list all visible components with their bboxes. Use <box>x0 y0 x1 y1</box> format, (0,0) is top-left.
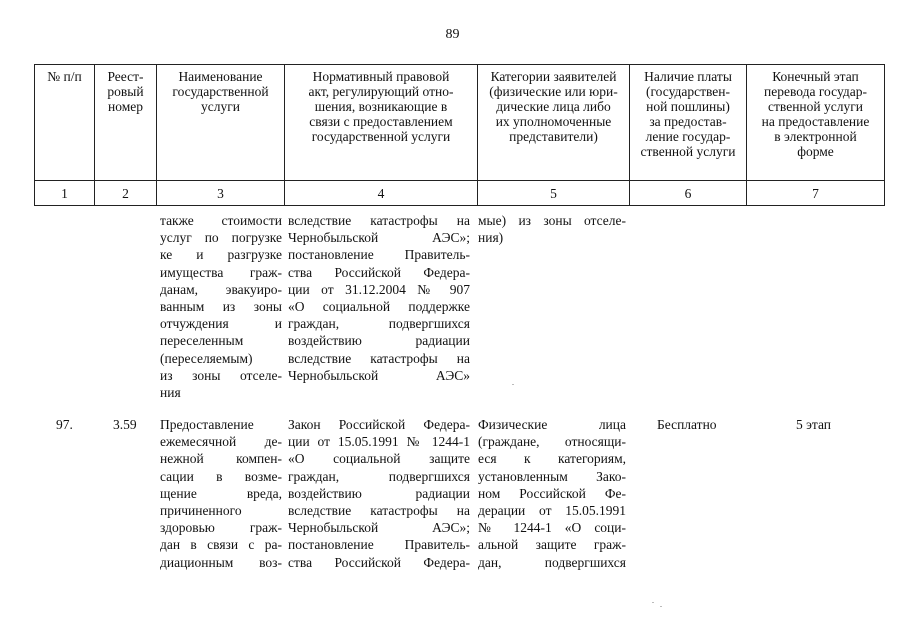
column-number: 7 <box>747 181 885 206</box>
text-line: Чернобыльской АЭС» <box>288 367 470 383</box>
text-line: дан, подвергшихся <box>478 554 626 570</box>
text-line: ции от 31.12.2004 № 907 <box>288 281 470 297</box>
text-line: Физические лица <box>478 417 626 432</box>
text-line: установленным Зако- <box>478 468 626 484</box>
text-line: здоровью граж- <box>160 520 282 536</box>
text-line: воздействию радиации <box>288 333 470 349</box>
page-number: 89 <box>445 27 460 42</box>
text-line: вследствие катастрофы на <box>288 213 470 228</box>
text-line: ежемесячной де- <box>160 434 282 450</box>
column-number: 3 <box>157 181 285 206</box>
continuation-service-name-text <box>160 212 282 401</box>
header-cell-applicant-categories: Категории заявителей (физические или юри- дические лица либо их уполномоченные представители) <box>478 65 630 181</box>
header-cell-number: № п/п <box>35 65 95 181</box>
text-line: мые) из зоны отселе- <box>478 213 626 228</box>
text-line: щение вреда, <box>160 485 282 501</box>
column-number-row <box>35 181 885 206</box>
text-line: постановление Правитель- <box>288 537 470 553</box>
text-line: ванным из зоны <box>160 299 282 315</box>
text-line: Закон Российской Федера- <box>288 417 470 432</box>
text-line: граждан, подвергшихся <box>288 468 470 484</box>
text-line: переселенным <box>160 333 244 349</box>
text-line: имущества граж- <box>160 264 282 280</box>
header-cell-service-name: Наименование государственной услуги <box>157 65 285 181</box>
text-line: граждан, подвергшихся <box>288 316 470 332</box>
column-number: 4 <box>285 181 478 206</box>
header-row <box>35 65 885 181</box>
text-line: сации в возме- <box>160 468 282 484</box>
row-97-service-name-text <box>160 416 282 571</box>
row-97-payment: Бесплатно <box>657 417 717 432</box>
text-line: причиненного <box>160 503 242 519</box>
text-line: данам, эвакуиро- <box>160 281 282 297</box>
text-line: альной защите граж- <box>478 537 626 553</box>
text-line: ке и разгрузке <box>160 247 282 263</box>
text-line: ния) <box>478 230 504 246</box>
text-line: ства Российской Федера- <box>288 264 470 280</box>
scan-speck <box>652 602 654 603</box>
text-line: вследствие катастрофы на <box>288 503 470 519</box>
text-line: нежной компен- <box>160 451 282 467</box>
text-line: Предоставление <box>160 417 254 432</box>
text-line: ства Российской Федера- <box>288 554 470 570</box>
text-line: дерации от 15.05.1991 <box>478 503 626 519</box>
text-line: постановление Правитель- <box>288 247 470 263</box>
header-cell-legal-act: Нормативный правовой акт, регулирующий отно- шения, возникающие в связи с предоставлением государственной услуги <box>285 65 478 181</box>
header-cell-final-stage: Конечный этап перевода государ- ственной услуги на предоставление в электронной форме <box>747 65 885 181</box>
row-97-number: 97. <box>56 417 73 432</box>
text-line: отчуждения и <box>160 316 282 332</box>
registry-table <box>34 64 885 206</box>
continuation-legal-act-text <box>288 212 470 384</box>
column-number: 5 <box>478 181 630 206</box>
row-97-applicant-text <box>478 416 626 571</box>
header-cell-registry-number: Реест- ровый номер <box>95 65 157 181</box>
text-line: № 1244-1 «О соци- <box>478 520 626 536</box>
text-line: ном Российской Фе- <box>478 485 626 501</box>
column-number: 1 <box>35 181 95 206</box>
scan-speck <box>512 384 514 385</box>
text-line: также стоимости <box>160 213 282 228</box>
scan-speck <box>660 606 662 607</box>
text-line: «О социальной защите <box>288 451 470 467</box>
row-97-registry-number: 3.59 <box>113 417 137 432</box>
header-cell-payment: Наличие платы (государствен- ной пошлины) за предостав- ление государ- ственной услуги <box>630 65 747 181</box>
text-line: диационным воз- <box>160 554 282 570</box>
text-line: дан в связи с ра- <box>160 537 282 553</box>
text-line: «О социальной поддержке <box>288 299 470 315</box>
continuation-applicant-text <box>478 212 626 246</box>
column-number: 2 <box>95 181 157 206</box>
text-line: вследствие катастрофы на <box>288 350 470 366</box>
text-line: Чернобыльской АЭС»; <box>288 230 470 246</box>
text-line: (переселяемым) <box>160 350 253 366</box>
text-line: ния <box>160 385 181 401</box>
text-line: из зоны отселе- <box>160 367 282 383</box>
text-line: ции от 15.05.1991 № 1244-1 <box>288 434 470 450</box>
row-97-legal-act-text <box>288 416 470 571</box>
text-line: воздействию радиации <box>288 485 470 501</box>
text-line: еся к категориям, <box>478 451 626 467</box>
text-line: (граждане, относящи- <box>478 434 626 450</box>
column-number: 6 <box>630 181 747 206</box>
text-line: услуг по погрузке <box>160 230 282 246</box>
row-97-final-stage: 5 этап <box>796 417 832 432</box>
text-line: Чернобыльской АЭС»; <box>288 520 470 536</box>
